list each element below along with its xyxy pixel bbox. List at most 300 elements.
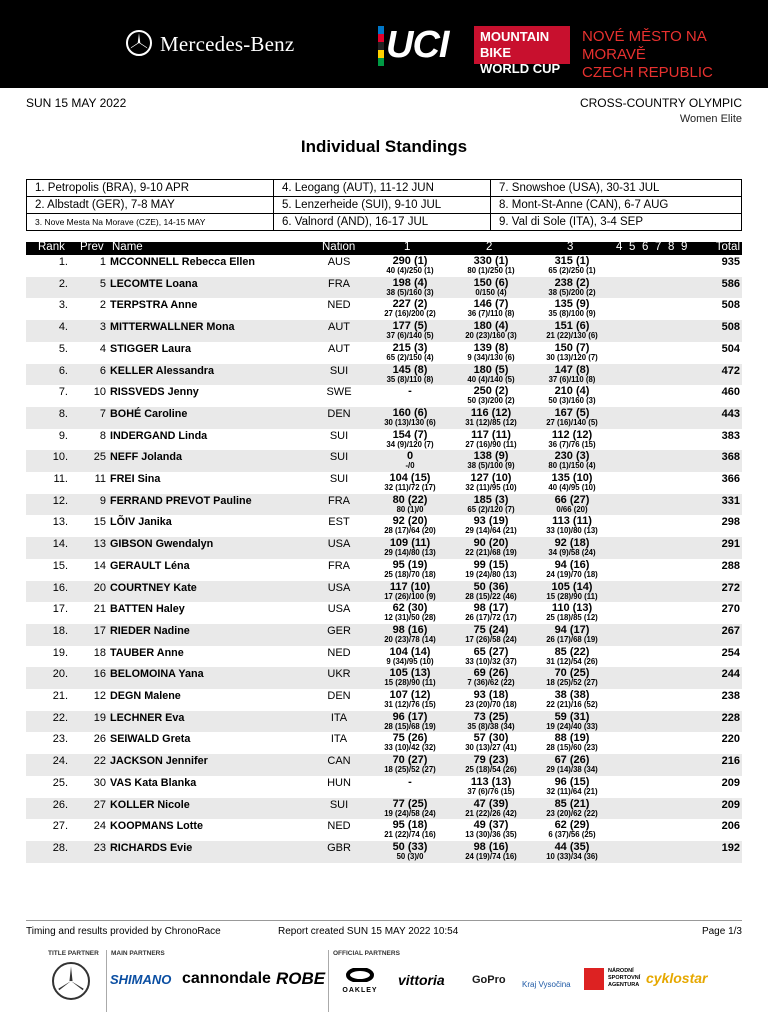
page-title: Individual Standings [300,137,468,156]
race-1-points: - [408,775,412,788]
nation-cell: USA [327,538,351,551]
race-1-breakdown: 28 (15)/68 (19) [384,721,436,731]
race-1-points: 96 (17) [392,710,428,723]
total-points: 443 [721,407,740,420]
header-banner [0,0,768,88]
race-3-breakdown: 28 (15)/60 (23) [546,743,598,753]
race-3-points: 210 (4) [554,385,590,398]
race-3-points: 70 (25) [554,667,590,680]
race-1-breakdown: 15 (28)/90 (11) [384,678,436,688]
race-3-points: 147 (8) [554,363,590,376]
race-1-breakdown: 9 (34)/95 (10) [386,656,434,666]
race-2-points: 330 (1) [473,255,509,267]
race-2-points: 138 (9) [473,450,509,463]
venue [582,28,768,82]
race-1-breakdown: 37 (6)/140 (5) [386,331,434,341]
series-line-2: WORLD CUP [480,61,561,76]
table-row [26,754,742,776]
athlete-name: KELLER Alessandra [110,364,214,377]
rank-cell: 9. [58,429,68,442]
nation-cell: SWE [326,386,352,399]
race-2-points: 146 (7) [473,298,509,311]
total-points: 216 [721,755,740,768]
venue-line-1: NOVÉ MĚSTO NA MORAVĚ [582,28,706,63]
race-3-breakdown: 0/66 (20) [556,504,588,514]
athlete-name: GERAULT Léna [110,559,190,572]
race-1-breakdown: 50 (3)/0 [396,851,424,861]
race-1-points: 290 (1) [392,255,428,267]
athlete-name: LECHNER Eva [110,711,185,724]
official-partners-label: OFFICIAL PARTNERS [333,950,400,957]
sponsor-divider [106,950,107,1012]
prev-rank-cell: 23 [93,841,106,854]
col-race-6: 6 [642,241,649,253]
race-3-breakdown: 26 (17)/68 (19) [546,634,598,644]
total-points: 586 [721,277,740,290]
rank-cell: 15. [52,559,68,572]
col-rank: Rank [38,241,65,253]
table-row [26,559,742,581]
race-3-breakdown: 6 (37)/56 (25) [548,830,596,840]
total-points: 244 [721,668,740,681]
race-1-points: 92 (20) [392,515,428,528]
prev-rank-cell: 6 [99,364,106,377]
col-nation: Nation [322,241,356,253]
race-2-breakdown: 33 (10)/32 (37) [465,656,517,666]
race-3-points: 96 (15) [554,775,590,788]
athlete-name: INDERGAND Linda [110,429,208,442]
nation-cell: ITA [330,711,348,724]
nation-cell: NED [327,820,351,833]
race-2-points: 69 (26) [473,667,509,680]
rank-cell: 28. [52,841,68,854]
athlete-name: MCCONNELL Rebecca Ellen [110,256,255,268]
athlete-name: DEGN Malene [110,690,181,702]
race-2-points: 117 (11) [471,428,511,441]
uci-rainbow-stripes [378,26,384,66]
race-1-breakdown: -/0 [405,461,415,471]
prev-rank-cell: 20 [93,581,106,594]
race-1-points: - [408,385,412,398]
robe-logo: ROBE [276,969,326,988]
race-2-breakdown: 7 (36)/62 (22) [467,678,515,688]
race-1-points: 117 (10) [389,580,431,593]
prev-rank-cell: 13 [93,538,106,551]
race-3-breakdown: 37 (6)/110 (8) [548,374,596,384]
nation-cell: NED [327,299,351,312]
total-points: 209 [721,798,740,811]
table-row [26,472,742,494]
race-2-points: 116 (12) [470,406,512,419]
athlete-name: KOLLER Nicole [110,798,190,811]
race-1-breakdown: 34 (9)/120 (7) [386,439,434,449]
total-points: 366 [721,473,740,485]
world-cup-badge [474,26,570,76]
nation-cell: AUT [328,342,350,355]
race-1-points: 160 (6) [392,406,428,419]
rank-cell: 25. [52,776,68,789]
col-name: Name [112,241,143,253]
race-2-points: 99 (15) [473,558,509,571]
race-3-breakdown: 32 (11)/64 (21) [546,786,598,796]
total-points: 368 [721,451,740,464]
race-1-points: 50 (33) [392,840,428,853]
rank-cell: 4. [58,321,68,334]
total-points: 331 [721,494,740,507]
total-points: 254 [721,646,740,659]
athlete-name: MITTERWALLNER Mona [110,321,235,334]
col-race-2: 2 [486,241,493,253]
race-calendar-row [27,197,742,214]
rank-cell: 17. [52,603,68,616]
race-2-points: 127 (10) [470,472,512,484]
race-1-breakdown: 29 (14)/80 (13) [384,548,436,558]
prev-rank-cell: 25 [93,451,106,464]
race-2-points: 75 (24) [473,623,509,636]
race-2-points: 50 (36) [473,580,509,593]
race-1-breakdown: 25 (18)/70 (18) [384,569,436,579]
prev-rank-cell: 7 [99,407,106,420]
race-1-breakdown: 20 (23)/78 (14) [384,634,436,644]
athlete-name: SEIWALD Greta [110,733,191,746]
prev-rank-cell: 1 [99,256,106,268]
race-3-points: 135 (10) [551,472,593,484]
rank-cell: 1. [58,256,68,268]
nation-cell: SUI [329,451,349,464]
race-1-points: 62 (30) [392,602,428,615]
race-1-points: 104 (15) [389,472,431,484]
race-1-points: 145 (8) [392,363,428,376]
race-1-points: 109 (11) [389,537,431,550]
race-1-points: 227 (2) [392,298,428,311]
race-1-breakdown: 31 (12)/76 (15) [384,700,436,709]
rank-cell: 7. [58,386,68,399]
standings-header [26,242,742,255]
total-points: 220 [721,733,740,746]
rank-cell: 11. [53,473,68,485]
race-1-points: 105 (13) [389,667,431,680]
race-3-points: 67 (26) [554,754,590,767]
table-row [26,602,742,624]
race-3-breakdown: 33 (10)/80 (13) [546,526,598,536]
category: Women Elite [679,113,742,125]
race-1-points: 0 [406,450,414,463]
table-row [26,689,742,711]
nsa-line-2: SPORTOVNÍ [608,975,641,981]
rank-cell: 5. [58,342,68,355]
table-row [26,798,742,820]
race-3-breakdown: 21 (22)/130 (6) [546,331,598,341]
table-row [26,407,742,429]
race-calendar [26,179,742,231]
race-1-points: 80 (22) [392,493,428,506]
race-2-breakdown: 13 (30)/36 (35) [465,830,517,840]
athlete-name: RISSVEDS Jenny [110,386,199,399]
race-2-points: 79 (23) [473,754,509,767]
table-row [26,494,742,516]
table-row [26,298,742,320]
race-3-breakdown: 10 (33)/34 (36) [546,851,598,861]
col-race-5: 5 [629,241,636,253]
total-points: 272 [721,581,740,594]
race-3-points: 59 (31) [554,710,590,723]
table-row [26,429,742,451]
race-1-breakdown: 17 (26)/100 (9) [384,591,436,601]
total-points: 192 [721,841,740,854]
athlete-name: LÕIV Janika [110,516,172,529]
total-points: 267 [721,624,740,637]
nation-cell: GBR [327,841,351,854]
oakley-text: OAKLEY [342,987,378,994]
race-2-points: 65 (27) [473,645,509,658]
race-2-breakdown: 9 (34)/130 (6) [467,352,515,362]
prev-rank-cell: 3 [99,321,106,334]
prev-rank-cell: 24 [93,820,106,833]
prev-rank-cell: 14 [93,559,106,572]
table-row [26,711,742,733]
nation-cell: USA [327,603,351,616]
race-3-points: 94 (16) [554,558,590,571]
nation-cell: AUT [328,321,350,334]
race-1-points: 215 (3) [392,341,428,354]
race-3-points: 105 (14) [551,580,593,593]
race-cell: 3. Nove Mesta Na Morave (CZE), 14-15 MAY [27,214,274,231]
race-cell: 7. Snowshoe (USA), 30-31 JUL [491,180,742,197]
event-date: SUN 15 MAY 2022 [26,96,127,110]
race-2-points: 90 (20) [473,537,509,550]
table-row [26,667,742,689]
col-race-3: 3 [567,241,574,253]
prev-rank-cell: 9 [99,494,106,507]
race-2-points: 150 (6) [473,276,509,289]
prev-rank-cell: 8 [99,429,106,442]
rank-cell: 26. [52,798,68,811]
athlete-name: TERPSTRA Anne [110,299,198,312]
race-3-points: 85 (21) [554,797,590,810]
nation-cell: EST [328,516,350,529]
nation-cell: GER [327,624,351,637]
race-1-points: 95 (18) [392,819,428,832]
race-1-breakdown: 18 (25)/52 (27) [384,765,436,775]
race-cell: 2. Albstadt (GER), 7-8 MAY [27,197,274,214]
nation-cell: SUI [329,364,349,377]
rank-cell: 27. [52,820,68,833]
race-cell: 1. Petropolis (BRA), 9-10 APR [27,180,274,197]
gopro-logo: GoPro [472,974,506,986]
athlete-name: RICHARDS Evie [110,841,193,854]
total-points: 383 [721,429,740,442]
race-3-breakdown: 40 (4)/95 (10) [548,483,596,492]
race-3-points: 150 (7) [554,341,590,354]
nsa-line-3: AGENTURA [608,982,640,988]
race-calendar-row [27,214,742,231]
rank-cell: 19. [52,646,68,659]
nsa-logo [608,968,640,989]
rank-cell: 22. [52,711,68,724]
total-points: 298 [721,516,740,529]
total-points: 288 [721,559,740,572]
table-row [26,255,742,277]
table-row [26,819,742,841]
race-2-breakdown: 26 (17)/72 (17) [465,613,517,623]
race-1-points: 77 (25) [392,797,428,810]
table-row [26,320,742,342]
race-1-breakdown: 32 (11)/72 (17) [384,483,436,492]
event-name: CROSS-COUNTRY OLYMPIC [579,96,742,110]
nation-cell: SUI [329,473,349,485]
race-3-breakdown: 35 (8)/100 (9) [548,309,596,319]
prev-rank-cell: 17 [93,624,106,637]
table-row [26,450,742,472]
prev-rank-cell: 27 [93,798,106,811]
rank-cell: 18. [52,624,68,637]
race-2-breakdown: 27 (16)/90 (11) [465,439,517,449]
athlete-name: RIEDER Nadine [110,624,190,637]
race-3-points: 230 (3) [554,450,590,463]
nsa-line-1: NÁRODNÍ [608,968,634,974]
race-1-points: 154 (7) [392,428,428,441]
race-2-breakdown: 25 (18)/54 (26) [465,765,517,775]
race-2-points: 49 (37) [473,819,509,832]
total-points: 238 [721,690,740,702]
race-2-breakdown: 37 (6)/76 (15) [467,786,515,796]
total-points: 472 [721,364,740,377]
nation-cell: AUS [327,256,351,268]
mercedes-star-icon [126,30,152,56]
race-cell: 6. Valnord (AND), 16-17 JUL [274,214,491,231]
prev-rank-cell: 19 [93,711,106,724]
table-row [26,342,742,364]
race-1-breakdown: 65 (2)/150 (4) [386,352,434,362]
vittoria-logo: vittoria [398,972,445,988]
race-3-points: 94 (17) [554,623,590,636]
race-1-points: 177 (5) [392,320,428,333]
table-row [26,537,742,559]
race-3-points: 88 (19) [554,732,590,745]
nation-cell: FRA [328,494,350,507]
race-2-breakdown: 19 (24)/80 (13) [465,569,517,579]
rank-cell: 23. [52,733,68,746]
prev-rank-cell: 22 [93,755,106,768]
prev-rank-cell: 30 [93,776,106,789]
rank-cell: 3. [58,299,68,312]
race-3-points: 66 (27) [554,493,590,506]
col-race-4: 4 [616,241,623,253]
table-row [26,515,742,537]
prev-rank-cell: 10 [93,386,106,399]
race-3-breakdown: 22 (21)/16 (52) [546,700,598,709]
race-3-breakdown: 29 (14)/38 (34) [546,765,598,775]
total-points: 291 [721,538,740,551]
sponsor-divider [328,950,329,1012]
race-3-points: 62 (29) [554,819,590,832]
race-2-breakdown: 65 (2)/120 (7) [467,504,515,514]
nation-cell: ITA [330,733,348,746]
race-1-breakdown: 19 (24)/58 (24) [384,808,436,818]
race-cell: 9. Val di Sole (ITA), 3-4 SEP [491,214,742,231]
table-row [26,364,742,386]
nation-cell: UKR [327,668,351,681]
nation-cell: DEN [327,690,351,702]
nation-cell: SUI [329,798,349,811]
athlete-name: BATTEN Haley [110,603,185,616]
prev-rank-cell: 11 [94,473,106,485]
total-points: 270 [721,603,740,616]
athlete-name: GIBSON Gwendalyn [110,538,214,551]
race-2-breakdown: 24 (19)/74 (16) [465,851,517,861]
race-2-breakdown: 40 (4)/140 (5) [467,374,515,384]
rank-cell: 12. [52,494,68,507]
race-cell: 4. Leogang (AUT), 11-12 JUN [274,180,491,197]
race-3-points: 135 (9) [554,298,590,311]
total-points: 209 [721,776,740,789]
race-2-breakdown: 29 (14)/64 (21) [465,526,517,536]
race-2-breakdown: 30 (13)/27 (41) [465,743,517,753]
col-race-1: 1 [404,241,411,253]
race-3-points: 238 (2) [554,276,590,289]
uci-logo: UCI [386,24,449,66]
report-created: Report created SUN 15 MAY 2022 10:54 [278,926,459,937]
race-2-points: 57 (30) [473,732,509,745]
race-3-breakdown: 27 (16)/140 (5) [546,417,598,427]
prev-rank-cell: 18 [93,646,106,659]
rank-cell: 2. [58,277,68,290]
race-2-points: 113 (13) [470,775,512,788]
race-2-breakdown: 80 (1)/250 (1) [467,266,515,275]
race-2-points: 47 (39) [473,797,509,810]
table-row [26,841,742,863]
race-1-breakdown: 12 (31)/50 (28) [384,613,436,623]
nation-cell: USA [327,581,351,594]
rank-cell: 24. [52,755,68,768]
col-race-7: 7 [655,241,662,253]
nation-cell: NED [327,646,351,659]
rank-cell: 6. [58,364,68,377]
race-2-breakdown: 32 (11)/95 (10) [465,483,517,492]
nation-cell: FRA [328,559,350,572]
race-3-breakdown: 36 (7)/76 (15) [548,439,596,449]
nation-cell: SUI [329,429,349,442]
rank-cell: 16. [52,581,68,594]
race-2-points: 73 (25) [473,710,509,723]
race-1-breakdown: 30 (13)/130 (6) [384,417,436,427]
race-3-points: 167 (5) [554,406,590,419]
prev-rank-cell: 2 [99,299,106,312]
race-calendar-row [27,180,742,197]
table-row [26,277,742,299]
race-2-points: 98 (16) [473,840,509,853]
race-2-breakdown: 23 (20)/70 (18) [465,700,517,709]
prev-rank-cell: 5 [99,277,106,290]
race-1-breakdown: 35 (8)/110 (8) [386,374,434,384]
rank-cell: 13. [52,516,68,529]
race-1-breakdown: 38 (5)/160 (3) [386,287,434,297]
race-3-breakdown: 30 (13)/120 (7) [546,352,598,362]
total-points: 228 [721,711,740,724]
athlete-name: VAS Kata Blanka [110,776,197,789]
prev-rank-cell: 4 [99,342,106,355]
rank-cell: 21. [52,690,68,702]
table-row [26,624,742,646]
table-row [26,776,742,798]
race-1-points: 70 (27) [392,754,428,767]
total-points: 460 [721,386,740,399]
race-2-breakdown: 21 (22)/26 (42) [465,808,517,818]
cannondale-logo: cannondale [182,970,271,987]
race-2-points: 180 (5) [473,363,509,376]
race-2-breakdown: 50 (3)/200 (2) [467,396,515,406]
race-3-breakdown: 50 (3)/160 (3) [548,396,596,406]
